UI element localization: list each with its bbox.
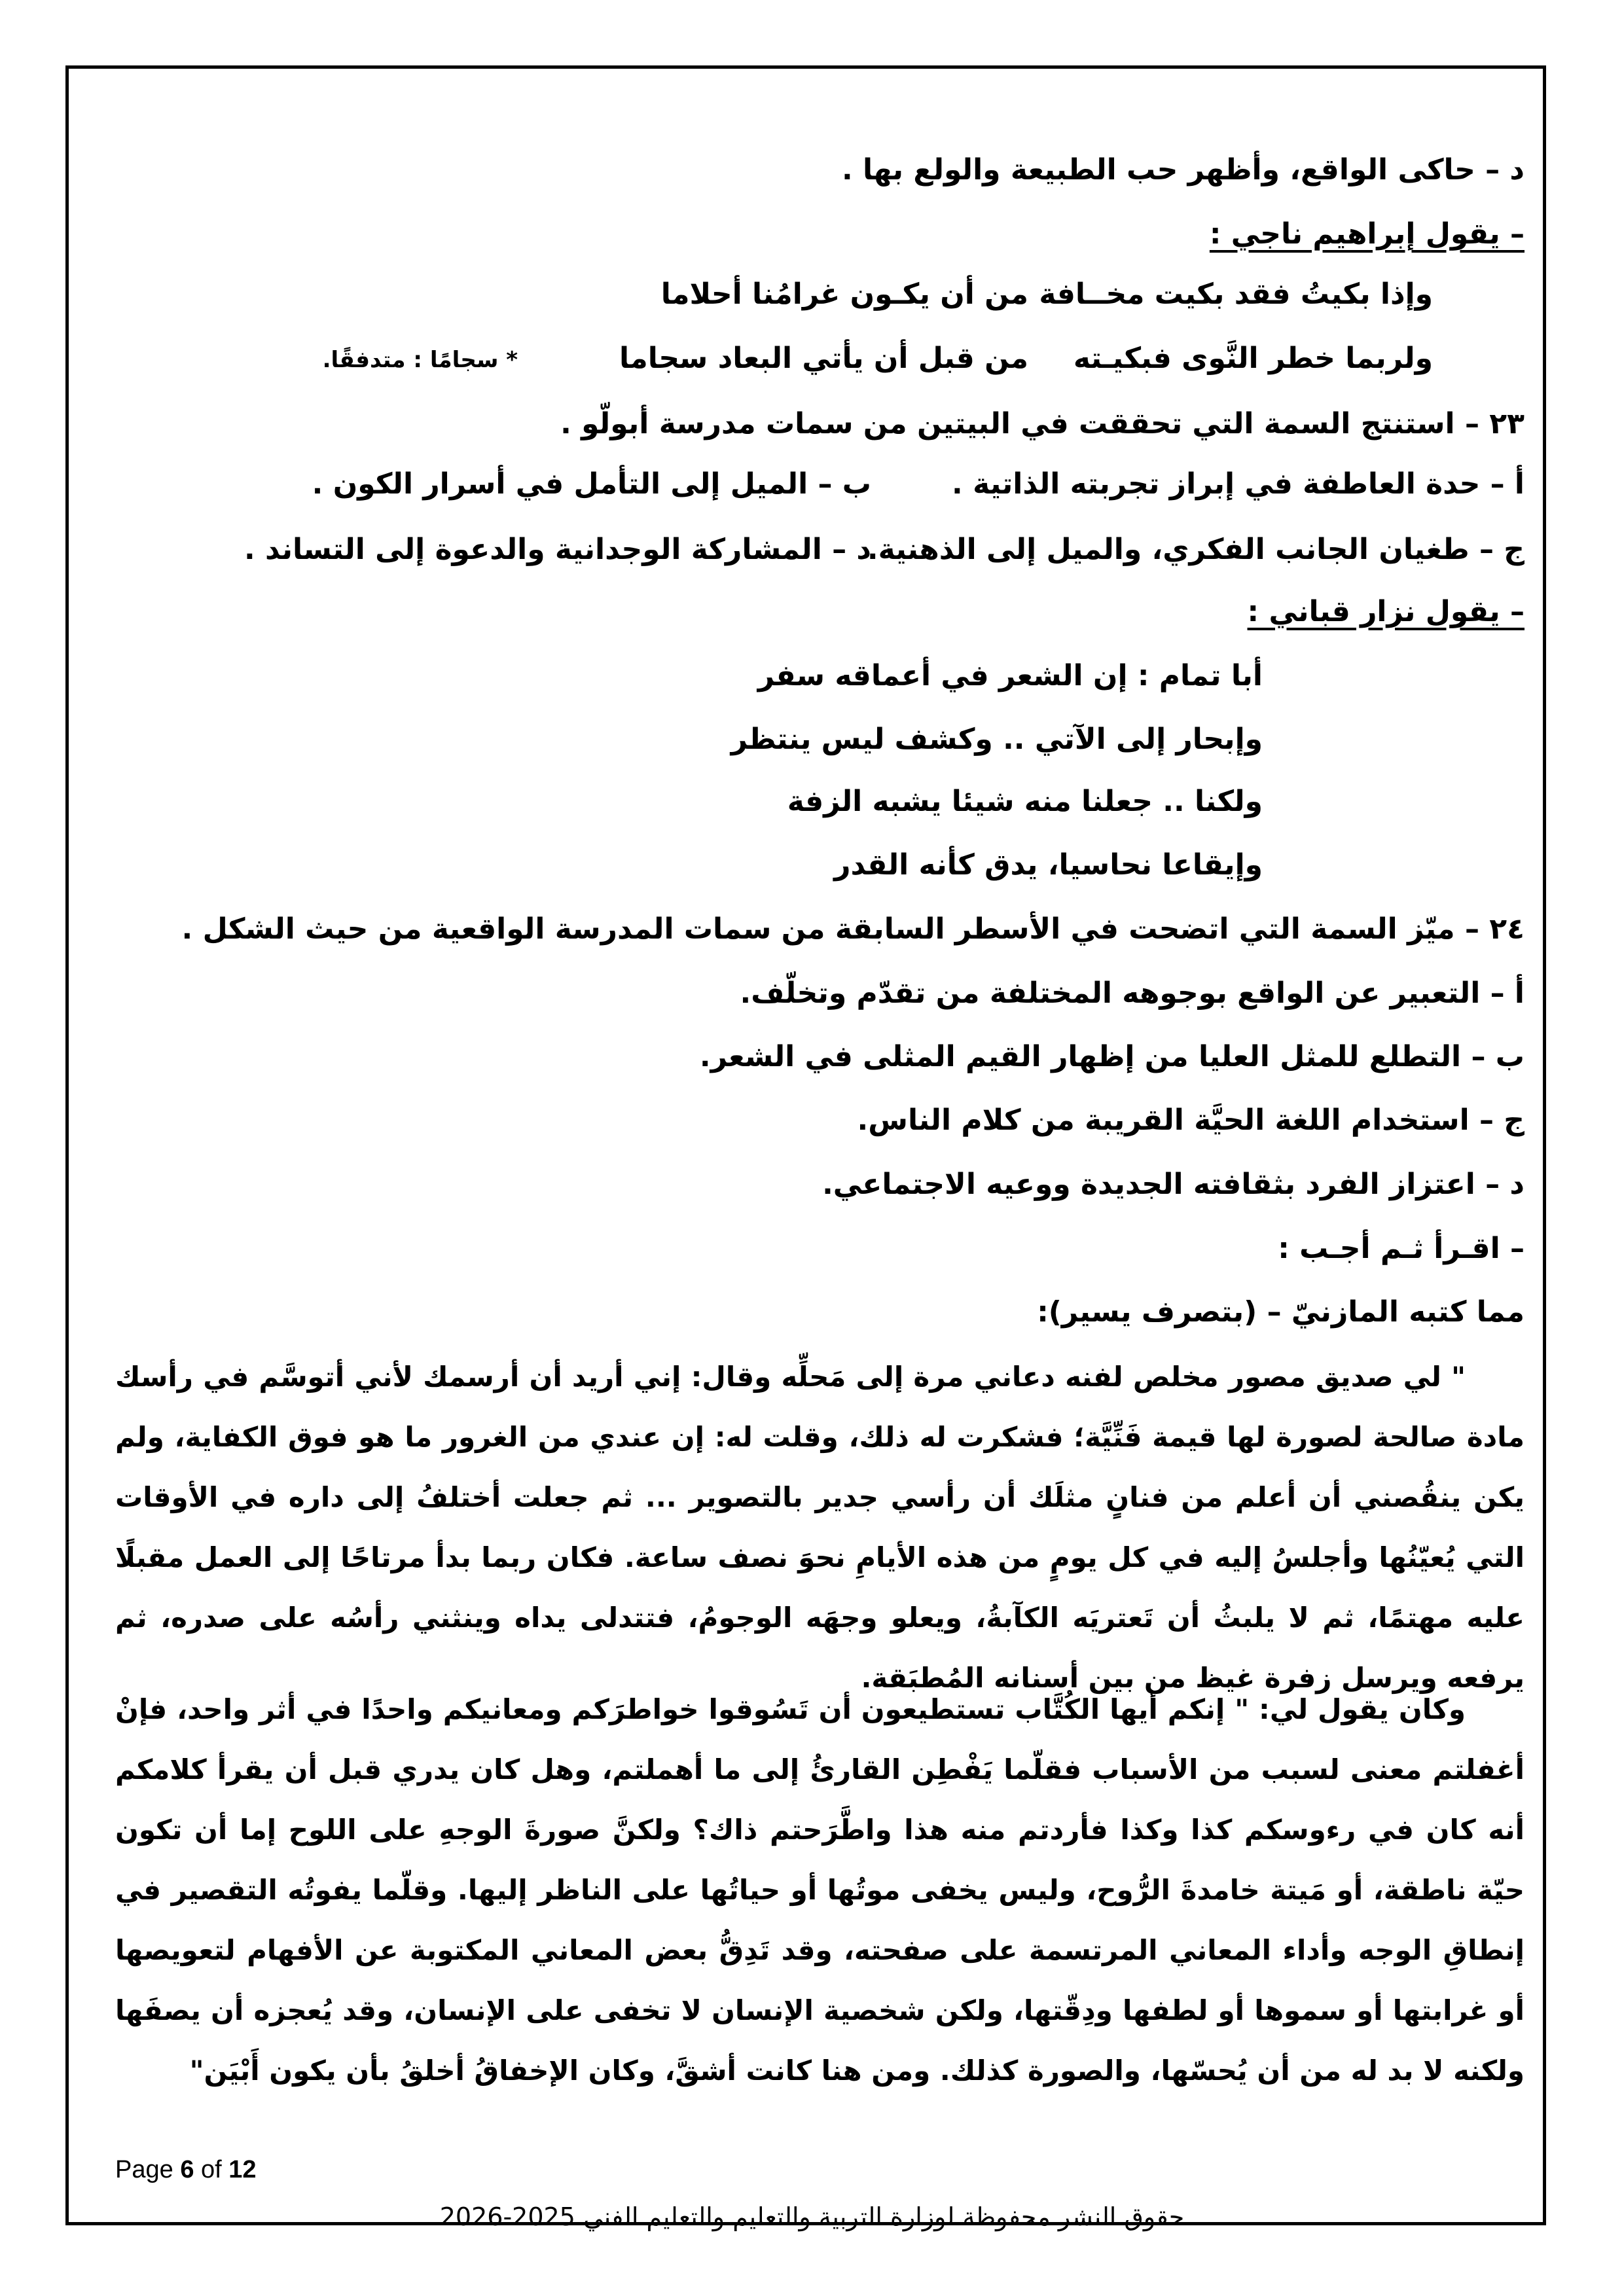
q24-option-b: ب – التطلع للمثل العليا من إظهار القيم المثلى في الشعر. — [699, 1040, 1525, 1073]
paragraph-2-text: وكان يقول لي: " إنكم أيها الكُتَّاب تستطيعون أن تَسُوقوا خواطرَكم ومعانيكم واحدًا في أثر واحد، فإنْ أغفلتم معنى لسبب من الأسباب فقلّما يَفْطِن القارئُ إلى ما أهملتم، وهل كان يدري قبل أن يقرأ كلامكم أنه كان في رءوسكم كذا وكذا فأردتم منه هذا واطَّرَحتم ذاك؟ ولكنَّ صورةَ الوجهِ على اللوح إما أن تكون حيّة ناطقة، أو مَيتة خامدةَ الرُّوح، وليس يخفى موتُها أو حياتُها على الناظر إليها. وقلّما يفوتُه التقصير في إنطاقِ الوجه وأداء المعاني المرتسمة على صفحته، وقد تَدِقُّ بعض المعاني المكتوبة عن الأفهام لتعويصها أو غرابتها أو سموها أو لطفها ودِقّتها، ولكن شخصية الإنسان لا تخفى على الإنسان، وقد يُعجزه أن يصفَها ولكنه لا بد له من أن يُحسّها، والصورة كذلك. ومن هنا كانت أشقَّ، وكان الإخفاقُ أخلقُ بأن يكون أَبْيَن" — [115, 1693, 1525, 2087]
of-label: of — [201, 2156, 222, 2183]
heading-ibrahim-naji: – يقول إبراهيم ناجي : — [1209, 217, 1525, 251]
verse1-first-hemistich: وإذا بكيتُ فقد بكيت مخــافة — [1039, 278, 1433, 311]
copyright-notice: حقوق النشر محفوظة لوزارة التربية والتعليم والتعليم الفني 2025-2026 — [439, 2202, 1185, 2231]
page-number — [115, 2153, 257, 2186]
poem-line-3: ولكنا .. جعلنا منه شيئا يشبه الزفة — [787, 785, 1263, 818]
q23-option-c: ج – طغيان الجانب الفكري، والميل إلى الذهنية. — [867, 533, 1525, 566]
poem-line-1: أبا تمام : إن الشعر في أعماقه سفر — [757, 659, 1263, 692]
q23-option-a: أ – حدة العاطفة في إبراز تجربته الذاتية . — [952, 467, 1525, 501]
poem-line-4: وإيقاعا نحاسيا، يدق كأنه القدر — [834, 848, 1263, 882]
question-24: ٢٤ – ميّز السمة التي اتضحت في الأسطر السابقة من سمات المدرسة الواقعية من حيث الشكل . — [181, 912, 1525, 946]
passage-source: مما كتبه المازنيّ – (بتصرف يسير): — [1037, 1295, 1525, 1329]
q24-option-c: ج – استخدام اللغة الحيَّة القريبة من كلام الناس. — [857, 1103, 1525, 1137]
passage-paragraph-1 — [115, 1347, 1525, 1708]
option-d-prev: د – حاكى الواقع، وأظهر حب الطبيعة والولع بها . — [841, 153, 1525, 187]
question-23: ٢٣ – استنتج السمة التي تحققت في البيتين من سمات مدرسة أبولّو . — [560, 407, 1525, 440]
verse-footnote: * سجامًا : متدفقًا. — [322, 347, 518, 373]
page-label: Page — [115, 2156, 173, 2183]
total-pages: 12 — [228, 2156, 257, 2183]
current-page: 6 — [180, 2156, 194, 2183]
verse1-second-hemistich: من أن يكـون غرامُنا أحلاما — [660, 278, 1028, 311]
passage-paragraph-2 — [115, 1679, 1525, 2101]
read-and-answer: – اقـرأ ثـم أجـب : — [1278, 1232, 1525, 1265]
verse2-first-hemistich: ولربما خطر النَّوى فبكيـته — [1073, 342, 1433, 375]
verse2-second-hemistich: من قبل أن يأتي البعاد سجاما — [619, 342, 1028, 375]
q23-option-b: ب – الميل إلى التأمل في أسرار الكون . — [312, 467, 871, 501]
poem-line-2: وإبحار إلى الآتي .. وكشف ليس ينتظر — [731, 723, 1263, 756]
paragraph-1-text: " لي صديق مصور مخلص لفنه دعاني مرة إلى مَحلِّه وقال: إني أريد أن أرسمك لأني أتوسَّم في رأسك مادة صالحة لصورة لها قيمة فَنِّيَّة؛ فشكرت له ذلك، وقلت له: إن عندي من الغرور ما هو فوق الكفاية، ولم يكن ينقُصني أن أعلم من فنانٍ مثلَك أن رأسي جدير بالتصوير ... ثم جعلت أختلفُ إلى داره في الأوقات التي يُعيّنُها وأجلسُ إليه في كل يومٍ من هذه الأيامِ نحوَ نصف ساعة. فكان ربما بدأ مرتاحًا إلى العمل مقبلًا عليه مهتمًا، ثم لا يلبثُ أن تَعتريَه الكآبةُ، ويعلو وجهَه الوجومُ، فتتدلى يداه وينثني رأسُه على صدره، ثم يرفعه ويرسل زفرة غيظ من بين أسنانه المُطبَقة. — [115, 1361, 1525, 1694]
q24-option-a: أ – التعبير عن الواقع بوجوهه المختلفة من تقدّم وتخلّف. — [740, 977, 1525, 1010]
q23-option-d: د – المشاركة الوجدانية والدعوة إلى التساند . — [244, 533, 871, 566]
q24-option-d: د – اعتزاز الفرد بثقافته الجديدة ووعيه الاجتماعي. — [822, 1168, 1525, 1201]
heading-nizar-qabbani: – يقول نزار قباني : — [1247, 595, 1525, 628]
